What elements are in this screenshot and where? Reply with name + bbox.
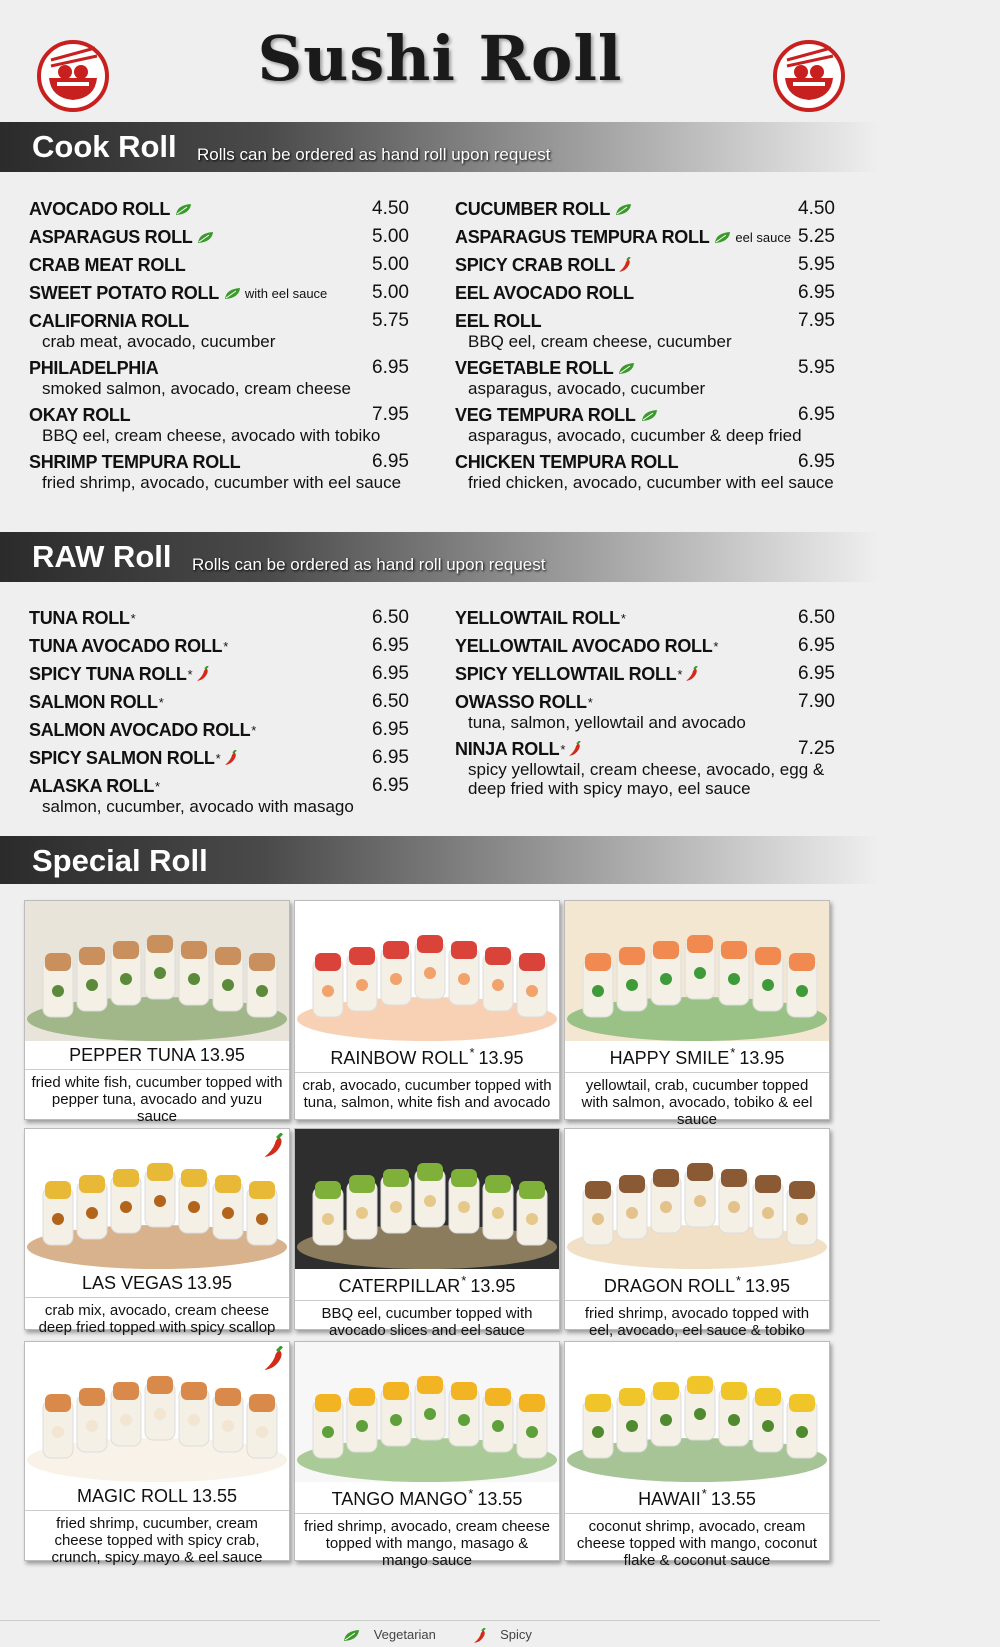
special-roll-card[interactable] xyxy=(294,1128,560,1339)
raw-asterisk: * xyxy=(677,666,683,682)
roll-label xyxy=(295,1486,559,1510)
raw-right-column xyxy=(455,607,835,804)
item-name: ALASKA ROLL xyxy=(29,775,155,796)
roll-name: HAPPY SMILE xyxy=(609,1048,730,1068)
special-roll-card[interactable] xyxy=(294,1341,560,1569)
item-name: CRAB MEAT ROLL xyxy=(29,254,186,275)
item-name: CUCUMBER ROLL xyxy=(455,198,611,219)
roll-name: LAS VEGAS xyxy=(81,1273,183,1293)
roll-name: DRAGON ROLL xyxy=(603,1276,735,1296)
chili-pepper-icon xyxy=(473,1628,487,1644)
item-description: spicy yellowtail, cream cheese, avocado, egg & deep fried with spicy mayo, eel sauce xyxy=(468,760,825,798)
item-name: SALMON AVOCADO ROLL xyxy=(29,719,251,740)
raw-asterisk: * xyxy=(223,638,229,654)
roll-description: BBQ eel, cucumber topped with avocado slices and eel sauce xyxy=(295,1300,559,1339)
roll-label xyxy=(565,1486,829,1510)
special-roll-card[interactable] xyxy=(294,900,560,1120)
raw-asterisk: * xyxy=(468,1486,474,1501)
roll-photo-frame xyxy=(25,1129,289,1269)
item-price: 5.95 xyxy=(798,357,835,378)
special-roll-card[interactable] xyxy=(564,1341,830,1569)
roll-photo xyxy=(565,1129,829,1269)
roll-label xyxy=(25,1486,289,1507)
roll-price: 13.95 xyxy=(745,1276,791,1296)
chili-pepper-icon xyxy=(685,666,699,682)
special-roll-card[interactable] xyxy=(24,900,290,1125)
roll-name: RAINBOW ROLL xyxy=(330,1048,469,1068)
menu-item xyxy=(29,310,409,351)
roll-description: fried white fish, cucumber topped with pepper tuna, avocado and yuzu sauce xyxy=(25,1069,289,1125)
leaf-icon xyxy=(615,203,632,216)
item-price: 6.95 xyxy=(372,719,409,740)
item-price: 5.00 xyxy=(372,254,409,275)
leaf-icon xyxy=(343,1629,360,1642)
menu-item xyxy=(455,691,835,732)
roll-name: HAWAII xyxy=(638,1489,701,1509)
roll-description: crab, avocado, cucumber topped with tuna, salmon, white fish and avocado xyxy=(295,1072,559,1111)
item-name: SPICY CRAB ROLL xyxy=(455,254,616,275)
item-price: 6.95 xyxy=(372,635,409,656)
item-price: 6.50 xyxy=(798,607,835,628)
roll-photo xyxy=(25,901,289,1041)
item-description: salmon, cucumber, avocado with masago xyxy=(42,797,354,816)
roll-photo-frame xyxy=(295,1342,559,1482)
roll-price: 13.95 xyxy=(470,1276,516,1296)
raw-asterisk: * xyxy=(730,1045,736,1060)
roll-price: 13.95 xyxy=(199,1045,245,1065)
roll-label xyxy=(565,1273,829,1297)
item-description: crab meat, avocado, cucumber xyxy=(42,332,276,351)
roll-photo-frame xyxy=(295,1129,559,1269)
roll-photo xyxy=(295,1342,559,1482)
item-note: eel sauce xyxy=(735,229,792,245)
raw-asterisk: * xyxy=(158,694,164,710)
roll-price: 13.55 xyxy=(191,1486,238,1506)
item-name: SPICY YELLOWTAIL ROLL xyxy=(455,663,677,684)
menu-item xyxy=(455,663,835,685)
menu-item xyxy=(455,282,835,304)
chili-pepper-icon xyxy=(618,257,632,273)
legend xyxy=(0,1620,880,1644)
roll-photo-frame xyxy=(25,1342,289,1482)
item-name: YELLOWTAIL ROLL xyxy=(455,607,620,628)
roll-price: 13.95 xyxy=(187,1273,233,1293)
legend-vegetarian: Vegetarian xyxy=(338,1627,449,1642)
section-note: Rolls can be ordered as hand roll upon request xyxy=(197,145,551,164)
item-price: 6.50 xyxy=(372,691,409,712)
section-title: RAW Roll xyxy=(32,539,172,574)
item-name: CALIFORNIA ROLL xyxy=(29,310,189,331)
cook-left-column xyxy=(29,198,409,498)
menu-item xyxy=(29,404,409,445)
roll-description: fried shrimp, cucumber, cream cheese topped with spicy crab, crunch, spicy mayo & eel sauce xyxy=(25,1510,289,1566)
item-description: asparagus, avocado, cucumber & deep fried xyxy=(468,426,802,445)
raw-asterisk: * xyxy=(251,722,257,738)
item-price: 5.95 xyxy=(798,254,835,275)
raw-asterisk: * xyxy=(560,741,566,757)
raw-asterisk: * xyxy=(130,610,136,626)
section-header-raw xyxy=(0,532,880,582)
menu-item xyxy=(455,738,835,798)
item-name: SPICY SALMON ROLL xyxy=(29,747,215,768)
roll-photo xyxy=(25,1342,289,1482)
roll-description: coconut shrimp, avocado, cream cheese topped with mango, coconut flake & coconut sauce xyxy=(565,1513,829,1569)
special-roll-card[interactable] xyxy=(564,900,830,1128)
item-name: ASPARAGUS TEMPURA ROLL xyxy=(455,226,710,247)
item-price: 5.25 xyxy=(798,226,835,247)
item-name: SWEET POTATO ROLL xyxy=(29,282,219,303)
roll-label xyxy=(25,1045,289,1066)
item-description: fried chicken, avocado, cucumber with eel sauce xyxy=(468,473,834,492)
roll-price: 13.55 xyxy=(477,1489,523,1509)
roll-description: fried shrimp, avocado, cream cheese topped with mango, masago & mango sauce xyxy=(295,1513,559,1569)
section-header-special xyxy=(0,836,880,884)
item-note: with eel sauce xyxy=(244,285,328,301)
item-name: PHILADELPHIA xyxy=(29,357,159,378)
raw-asterisk: * xyxy=(620,610,626,626)
special-roll-card[interactable] xyxy=(24,1128,290,1336)
menu-item xyxy=(29,451,409,492)
roll-photo xyxy=(295,901,559,1041)
item-price: 6.95 xyxy=(372,451,409,472)
item-name: TUNA ROLL xyxy=(29,607,130,628)
roll-price: 13.95 xyxy=(739,1048,785,1068)
roll-name: TANGO MANGO xyxy=(331,1489,468,1509)
item-price: 6.95 xyxy=(798,451,835,472)
menu-item xyxy=(29,226,409,248)
roll-photo xyxy=(565,1342,829,1482)
roll-photo-frame xyxy=(565,1129,829,1269)
item-name: OKAY ROLL xyxy=(29,404,131,425)
roll-photo-frame xyxy=(25,901,289,1041)
item-price: 4.50 xyxy=(798,198,835,219)
menu-item xyxy=(29,357,409,398)
item-name: CHICKEN TEMPURA ROLL xyxy=(455,451,679,472)
chili-pepper-icon xyxy=(196,666,210,682)
menu-item xyxy=(29,663,409,685)
roll-photo-frame xyxy=(565,901,829,1041)
roll-price: 13.55 xyxy=(710,1489,756,1509)
raw-asterisk: * xyxy=(461,1273,467,1288)
menu-item xyxy=(455,451,835,492)
item-price: 6.50 xyxy=(372,607,409,628)
menu-item xyxy=(455,310,835,351)
leaf-icon xyxy=(175,203,192,216)
item-name: ASPARAGUS ROLL xyxy=(29,226,193,247)
item-price: 6.95 xyxy=(798,404,835,425)
roll-name: MAGIC ROLL xyxy=(76,1486,188,1506)
menu-item xyxy=(29,254,409,276)
raw-asterisk: * xyxy=(155,778,161,794)
raw-asterisk: * xyxy=(187,666,193,682)
item-name: YELLOWTAIL AVOCADO ROLL xyxy=(455,635,713,656)
item-name: EEL ROLL xyxy=(455,310,542,331)
menu-item xyxy=(29,198,409,220)
item-price: 5.75 xyxy=(372,310,409,331)
item-name: SALMON ROLL xyxy=(29,691,158,712)
menu-item xyxy=(455,226,835,248)
roll-photo xyxy=(565,901,829,1041)
cook-right-column xyxy=(455,198,835,498)
raw-asterisk: * xyxy=(215,750,221,766)
special-roll-card[interactable] xyxy=(24,1341,290,1566)
item-price: 6.95 xyxy=(798,282,835,303)
chili-pepper-icon xyxy=(568,741,582,757)
roll-description: crab mix, avocado, cream cheese deep fried topped with spicy scallop xyxy=(25,1297,289,1336)
item-price: 6.95 xyxy=(372,775,409,796)
menu-item xyxy=(455,254,835,276)
item-description: tuna, salmon, yellowtail and avocado xyxy=(468,713,746,732)
roll-label xyxy=(295,1273,559,1297)
roll-photo-frame xyxy=(295,901,559,1041)
chili-pepper-icon xyxy=(263,1133,285,1159)
item-price: 6.95 xyxy=(798,663,835,684)
roll-description: fried shrimp, avocado topped with eel, avocado, eel sauce & tobiko xyxy=(565,1300,829,1339)
section-title: Cook Roll xyxy=(32,129,177,164)
leaf-icon xyxy=(618,362,635,375)
item-price: 7.90 xyxy=(798,691,835,712)
menu-item xyxy=(455,607,835,629)
legend-spicy: Spicy xyxy=(470,1627,542,1642)
item-price: 7.25 xyxy=(798,738,835,759)
item-name: EEL AVOCADO ROLL xyxy=(455,282,634,303)
item-name: VEGETABLE ROLL xyxy=(455,357,614,378)
item-price: 7.95 xyxy=(798,310,835,331)
menu-item xyxy=(29,775,409,816)
menu-item xyxy=(29,607,409,629)
roll-name: PEPPER TUNA xyxy=(69,1045,196,1065)
raw-asterisk: * xyxy=(469,1045,475,1060)
raw-asterisk: * xyxy=(701,1486,707,1501)
leaf-icon xyxy=(224,287,241,300)
roll-name: CATERPILLAR xyxy=(338,1276,461,1296)
item-price: 5.00 xyxy=(372,282,409,303)
leaf-icon xyxy=(714,231,731,244)
item-description: BBQ eel, cream cheese, avocado with tobiko xyxy=(42,426,381,445)
page-title: Sushi Roll xyxy=(257,22,623,95)
raw-asterisk: * xyxy=(735,1273,742,1288)
item-name: AVOCADO ROLL xyxy=(29,198,171,219)
raw-left-column xyxy=(29,607,409,822)
roll-photo xyxy=(25,1129,289,1269)
menu-item xyxy=(455,357,835,398)
roll-photo-frame xyxy=(565,1342,829,1482)
roll-label xyxy=(25,1273,289,1294)
raw-asterisk: * xyxy=(587,694,593,710)
menu-item xyxy=(29,747,409,769)
item-name: OWASSO ROLL xyxy=(455,691,587,712)
item-description: asparagus, avocado, cucumber xyxy=(468,379,706,398)
menu-item xyxy=(455,404,835,445)
menu-item xyxy=(455,635,835,657)
item-name: NINJA ROLL xyxy=(455,738,560,759)
item-price: 6.95 xyxy=(372,663,409,684)
leaf-icon xyxy=(197,231,214,244)
chili-pepper-icon xyxy=(263,1346,285,1372)
item-name: VEG TEMPURA ROLL xyxy=(455,404,636,425)
roll-label xyxy=(295,1045,559,1069)
menu-item xyxy=(29,635,409,657)
item-name: SPICY TUNA ROLL xyxy=(29,663,187,684)
raw-asterisk: * xyxy=(713,638,719,654)
restaurant-logo-icon xyxy=(773,40,845,112)
special-roll-card[interactable] xyxy=(564,1128,830,1339)
item-description: fried shrimp, avocado, cucumber with eel sauce xyxy=(42,473,402,492)
roll-label xyxy=(565,1045,829,1069)
menu-item xyxy=(29,691,409,713)
menu-item xyxy=(29,719,409,741)
menu-item xyxy=(29,282,409,304)
section-note: Rolls can be ordered as hand roll upon request xyxy=(192,555,546,574)
item-name: SHRIMP TEMPURA ROLL xyxy=(29,451,241,472)
roll-price: 13.95 xyxy=(478,1048,524,1068)
section-title: Special Roll xyxy=(32,843,208,878)
item-price: 7.95 xyxy=(372,404,409,425)
roll-description: yellowtail, crab, cucumber topped with salmon, avocado, tobiko & eel sauce xyxy=(565,1072,829,1128)
item-price: 6.95 xyxy=(798,635,835,656)
item-price: 5.00 xyxy=(372,226,409,247)
item-description: smoked salmon, avocado, cream cheese xyxy=(42,379,351,398)
menu-item xyxy=(455,198,835,220)
section-header-cook xyxy=(0,122,880,172)
item-price: 6.95 xyxy=(372,357,409,378)
chili-pepper-icon xyxy=(224,750,238,766)
roll-photo xyxy=(295,1129,559,1269)
item-description: BBQ eel, cream cheese, cucumber xyxy=(468,332,732,351)
leaf-icon xyxy=(641,409,658,422)
item-name: TUNA AVOCADO ROLL xyxy=(29,635,223,656)
item-price: 4.50 xyxy=(372,198,409,219)
item-price: 6.95 xyxy=(372,747,409,768)
